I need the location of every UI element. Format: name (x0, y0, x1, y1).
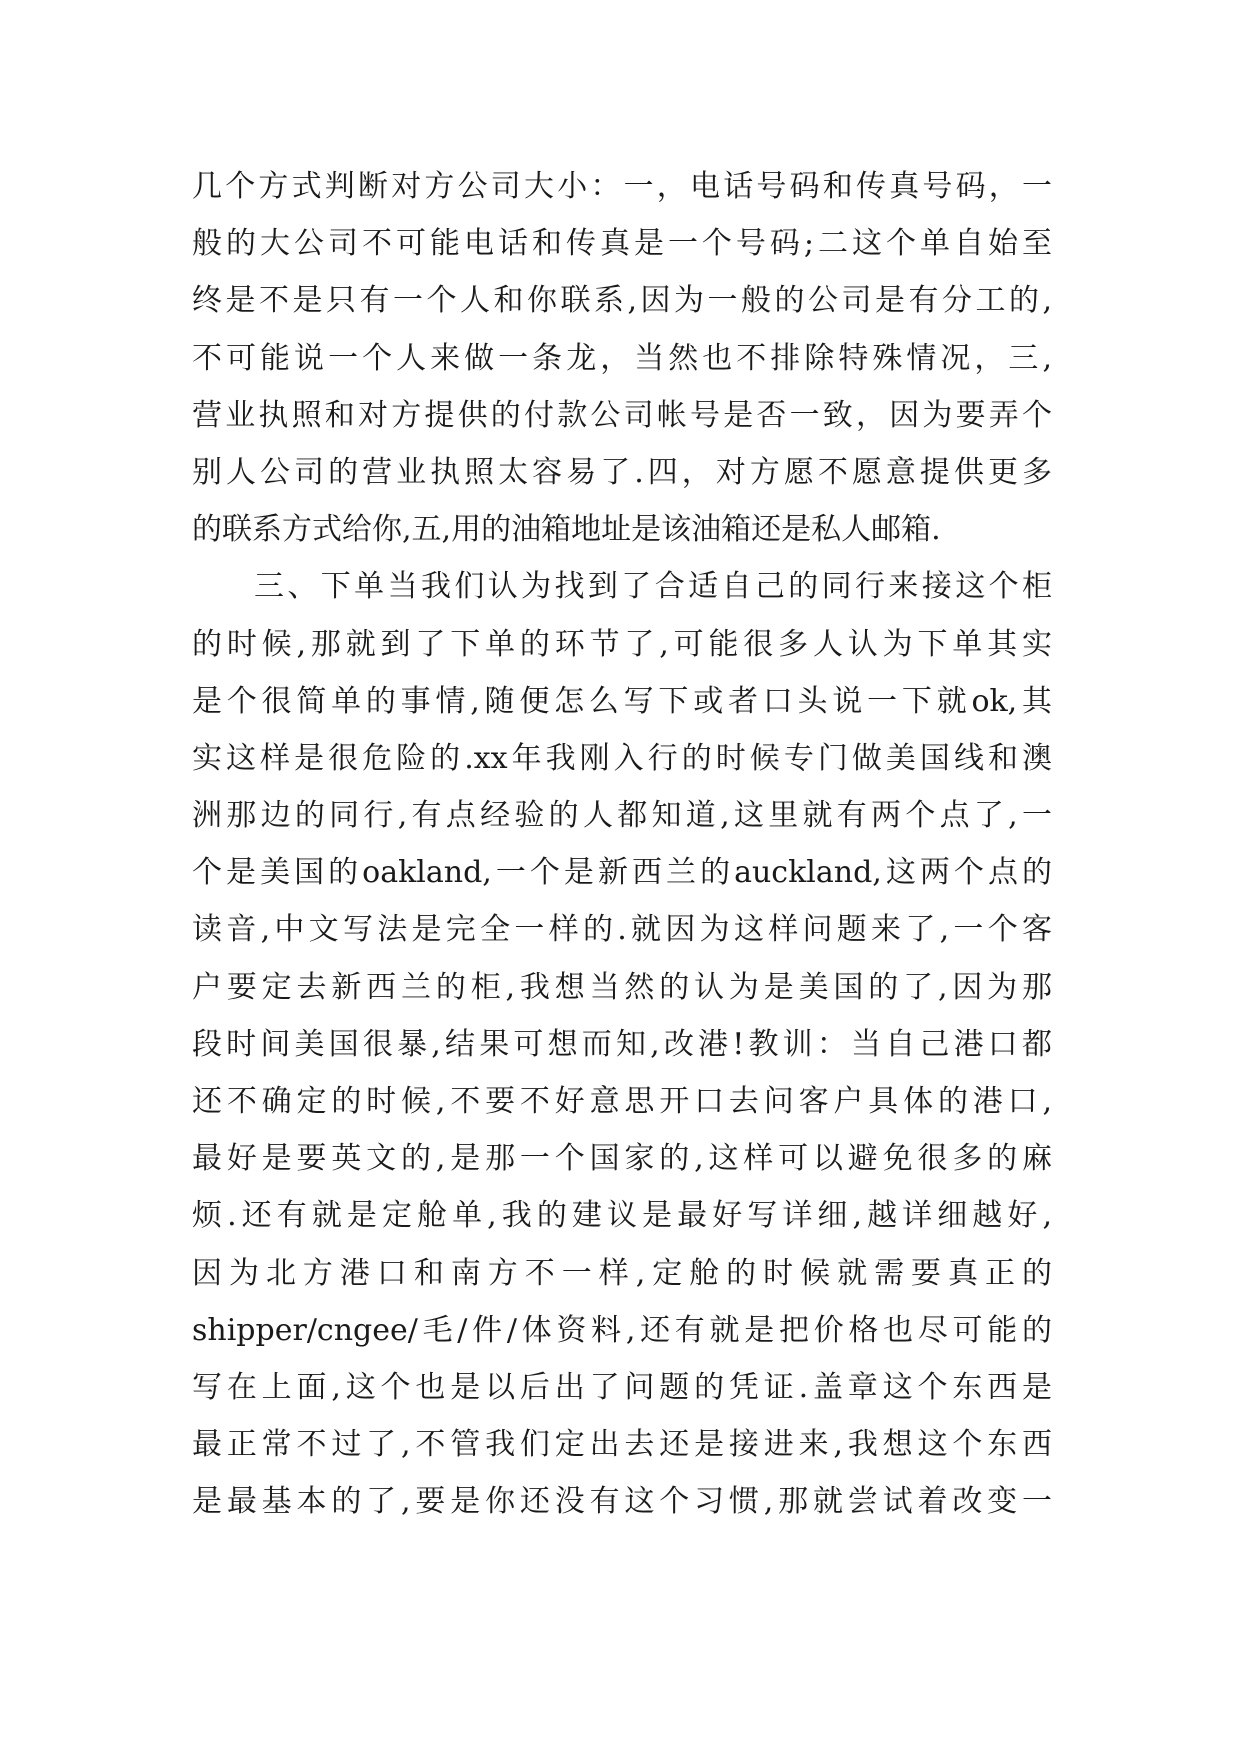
text-line-1: 几个方式判断对方公司大小：一，电话号码和传真号码，一 (192, 169, 1052, 204)
text-line-23: 最正常不过了,不管我们定出去还是接进来,我想这个东西 (192, 1427, 1052, 1463)
text-line-22: 写在上面,这个也是以后出了问题的凭证.盖章这个东西是 (192, 1369, 1052, 1405)
text-line-8: 三、下单当我们认为找到了合适自己的同行来接这个柜 (254, 569, 1052, 605)
text-line-20: 因为北方港口和南方不一样,定舱的时候就需要真正的 (192, 1255, 1052, 1291)
text-line-14: 读音,中文写法是完全一样的.就因为这样问题来了,一个客 (192, 912, 1052, 948)
text-line-6: 别人公司的营业执照太容易了.四，对方愿不愿意提供更多 (192, 454, 1052, 490)
text-line-4: 不可能说一个人来做一条龙，当然也不排除特殊情况，三, (192, 340, 1052, 376)
text-line-19: 烦.还有就是定舱单,我的建议是最好写详细,越详细越好, (192, 1198, 1052, 1234)
text-line-11: 实这样是很危险的.xx年我刚入行的时候专门做美国线和澳 (192, 740, 1052, 776)
text-line-5: 营业执照和对方提供的付款公司帐号是否一致，因为要弄个 (192, 397, 1052, 433)
text-line-21: shipper/cngee/毛/件/体资料,还有就是把价格也尽可能的 (192, 1312, 1052, 1348)
text-line-17: 还不确定的时候,不要不好意思开口去问客户具体的港口, (192, 1084, 1052, 1119)
body-text (192, 158, 1052, 1531)
text-line-7: 的联系方式给你,五,用的油箱地址是该油箱还是私人邮箱. (192, 512, 941, 548)
text-line-9: 的时候,那就到了下单的环节了,可能很多人认为下单其实 (192, 626, 1052, 662)
text-line-13: 个是美国的oakland,一个是新西兰的auckland,这两个点的 (192, 855, 1052, 891)
text-line-10: 是个很简单的事情,随便怎么写下或者口头说一下就ok,其 (192, 683, 1052, 719)
text-line-12: 洲那边的同行,有点经验的人都知道,这里就有两个点了,一 (192, 798, 1052, 834)
text-line-24: 是最基本的了,要是你还没有这个习惯,那就尝试着改变一 (192, 1484, 1052, 1520)
text-line-15: 户要定去新西兰的柜,我想当然的认为是美国的了,因为那 (192, 969, 1052, 1005)
text-line-18: 最好是要英文的,是那一个国家的,这样可以避免很多的麻 (192, 1141, 1052, 1177)
text-line-2: 般的大公司不可能电话和传真是一个号码;二这个单自始至 (192, 226, 1052, 262)
text-line-16: 段时间美国很暴,结果可想而知,改港!教训：当自己港口都 (192, 1026, 1052, 1062)
text-line-3: 终是不是只有一个人和你联系,因为一般的公司是有分工的, (192, 283, 1052, 319)
